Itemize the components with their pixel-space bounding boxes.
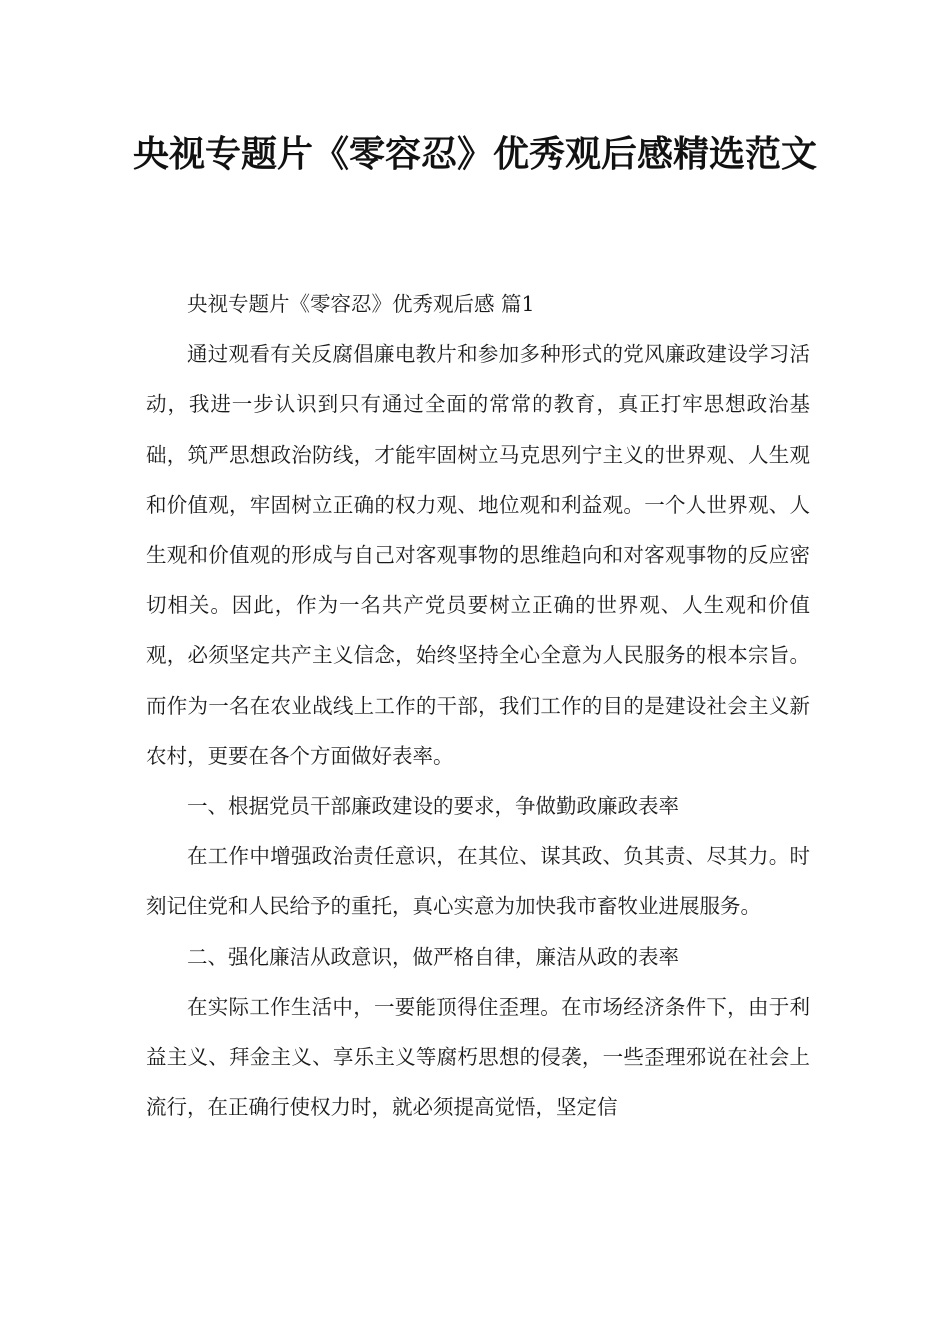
section-heading: 二、强化廉洁从政意识，做严格自律，廉洁从政的表率 xyxy=(187,944,679,969)
body-paragraph: 在工作中增强政治责任意识，在其位、谋其政、负其责、尽其力。时刻记住党和人民给予的重托，真心实意为加快我市畜牧业进展服务。 xyxy=(146,844,810,919)
section-heading: 一、根据党员干部廉政建设的要求，争做勤政廉政表率 xyxy=(187,794,679,819)
document-body xyxy=(146,279,810,1132)
section-heading: 央视专题片《零容忍》优秀观后感 篇1 xyxy=(187,292,535,316)
body-paragraph: 通过观看有关反腐倡廉电教片和参加多种形式的党风廉政建设学习活动，我进一步认识到只有通过全面的常常的教育，真正打牢思想政治基础，筑严思想政治防线，才能牢固树立马克思列宁主义的世界观、人生观和价值观，牢固树立正确的权力观、地位观和利益观。一个人世界观、人生观和价值观的形成与自己对客观事物的思维趋向和对客观事物的反应密切相关。因此，作为一名共产党员要树立正确的世界观、人生观和价值观，必须坚定共产主义信念，始终坚持全心全意为人民服务的根本宗旨。而作为一名在农业战线上工作的干部，我们工作的目的是建设社会主义新农村，更要在各个方面做好表率。 xyxy=(146,342,810,768)
body-paragraph: 在实际工作生活中，一要能顶得住歪理。在市场经济条件下，由于利益主义、拜金主义、享乐主义等腐朽思想的侵袭，一些歪理邪说在社会上流行，在正确行使权力时，就必须提高觉悟，坚定信 xyxy=(146,994,810,1120)
document-title: 央视专题片《零容忍》优秀观后感精选范文 xyxy=(132,134,817,175)
